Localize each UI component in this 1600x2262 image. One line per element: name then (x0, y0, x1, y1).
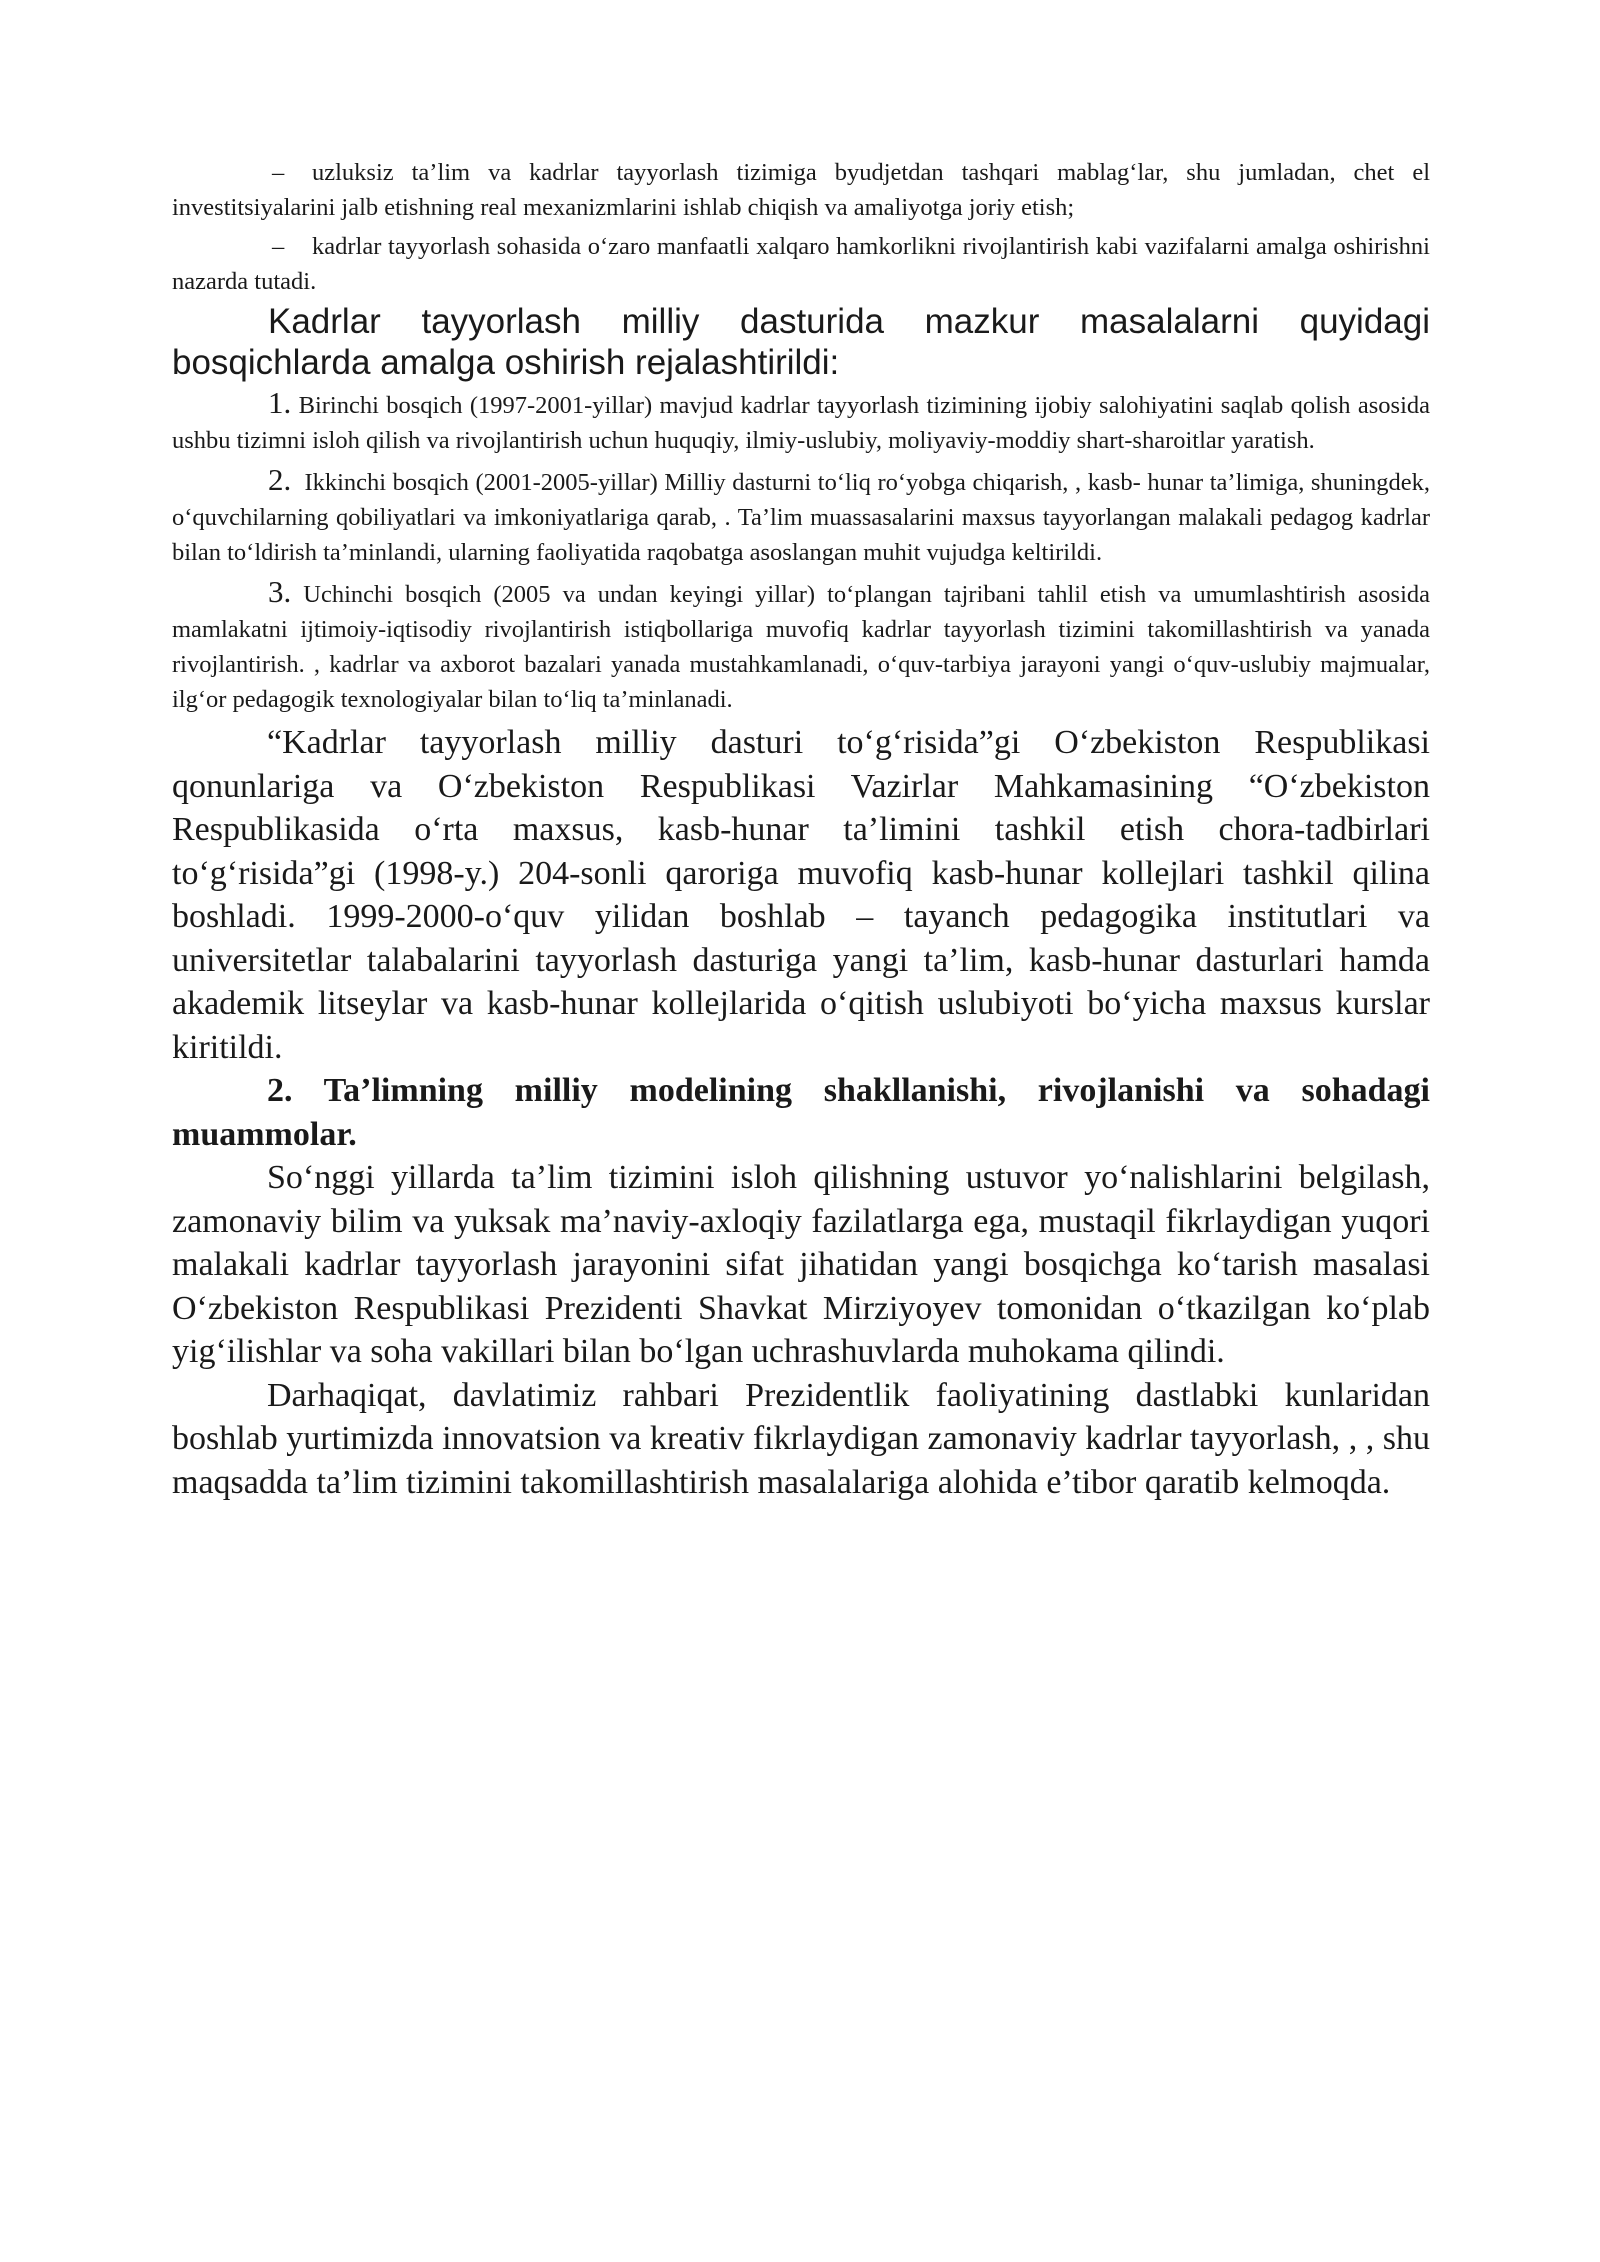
stage-number: 1. (268, 385, 292, 420)
bullet-item-cooperation (172, 229, 1430, 299)
paragraph-law: “Kadrlar tayyorlash milliy dasturi to‘g‘risida”gi O‘zbekiston Respublikasi qonunlariga va O‘zbekiston Respublikasi Vazirlar Mahkamasining “O‘zbekiston Respublikasida o‘rta maxsus, kasb-hunar ta’limini tashkil etish chora-tadbirlari to‘g‘risida”gi (1998-y.) 204-sonli qaroriga muvofiq kasb-hunar kollejlari tashkil qilina boshladi. 1999-2000-o‘quv yilidan boshlab – tayanch pedagogika institutlari va universitetlar talabalarini tayyorlash dasturiga yangi ta’lim, kasb-hunar dasturlari hamda akademik litseylar va kasb-hunar kollejlarida o‘qitish uslubiyoti bo‘yicha maxsus kurslar kiritildi. (172, 724, 1430, 1066)
stage-text: Ikkinchi bosqich (2001-2005-yillar) Milliy dasturni to‘liq ro‘yobga chiqarish, , kasb- hunar ta’limiga, shuningdek, o‘quvchilarning qobiliyatlari va imkoniyatlariga qarab, . Ta’lim muassasalarini maxsus tayyorlangan malakali pedagog kadrlar bilan to‘ldirish ta’minlandi, ularning faoliyatida raqobatga asoslangan muhit vujudga keltirildi. (172, 469, 1431, 566)
paragraph-reform: So‘nggi yillarda ta’lim tizimini isloh qilishning ustuvor yo‘nalishlarini belgilash, zamonaviy bilim va yuksak ma’naviy-axloqiy fazilatlarga ega, mustaqil fikrlaydigan yuqori malakali kadrlar tayyorlash jarayonini sifat jihatidan yangi bosqichga ko‘tarish masalasi O‘zbekiston Respublikasi Prezidenti Shavkat Mirziyoyev tomonidan o‘tkazilgan ko‘plab yig‘ilishlar va soha vakillari bilan bo‘lgan uchrashuvlarda muhokama qilindi. (172, 1159, 1430, 1370)
stage-number: 3. (268, 574, 292, 609)
stage-item-2 (172, 462, 1430, 570)
bullet-text: kadrlar tayyorlash sohasida o‘zaro manfaatli xalqaro hamkorlikni rivojlantirish kabi vazifalarni amalga oshirishni nazarda tutadi. (172, 233, 1430, 295)
bullet-item-funding (172, 155, 1430, 225)
stage-number: 2. (268, 462, 292, 497)
bullet-text: uzluksiz ta’lim va kadrlar tayyorlash tizimiga byudjetdan tashqari mablag‘lar, shu jumladan, chet el investitsiyalarini jalb etishning real mexanizmlarini ishlab chiqish va amaliyotga joriy etish; (172, 159, 1430, 221)
stage-item-1 (172, 385, 1430, 458)
dash-marker: – (272, 159, 285, 186)
stage-text: Uchinchi bosqich (2005 va undan keyingi yillar) to‘plangan tajribani tahlil etish va umumlashtirish asosida mamlakatni ijtimoiy-iqtisodiy rivojlantirish istiqbollariga muvofiq kadrlar tayyorlash tizimini takomillashtirish va yanada rivojlantirish. , kadrlar va axborot bazalari yanada mustahkamlanadi, o‘quv-tarbiya jarayoni yangi o‘quv-uslubiy majmualar, ilg‘or pedagogik texnologiyalar bilan to‘liq ta’minlanadi. (172, 581, 1430, 713)
paragraph-president: Darhaqiqat, davlatimiz rahbari Prezidentlik faoliyatining dastlabki kunlaridan boshlab yurtimizda innovatsion va kreativ fikrlaydigan zamonaviy kadrlar tayyorlash, , , shu maqsadda ta’lim tizimini takomillashtirish masalalariga alohida e’tibor qaratib kelmoqda. (172, 1376, 1430, 1501)
stage-item-3 (172, 574, 1430, 717)
stage-text: Birinchi bosqich (1997-2001-yillar) mavjud kadrlar tayyorlash tizimining ijobiy salohiyatini saqlab qolish asosida ushbu tizimni isloh qilish va rivojlantirish uchun huquqiy, ilmiy-uslubiy, moliyaviy-moddiy shart-sharoitlar yaratish. (172, 392, 1431, 454)
section-heading: 2. Ta’limning milliy modelining shakllanishi, rivojlanishi va sohadagi muammolar. (172, 1072, 1430, 1153)
document-body (172, 155, 1430, 1504)
stages-intro: Kadrlar tayyorlash milliy dasturida mazkur masalalarni quyidagi bosqichlarda amalga oshirish rejalashtirildi: (172, 302, 1430, 382)
dash-marker: – (272, 233, 285, 260)
